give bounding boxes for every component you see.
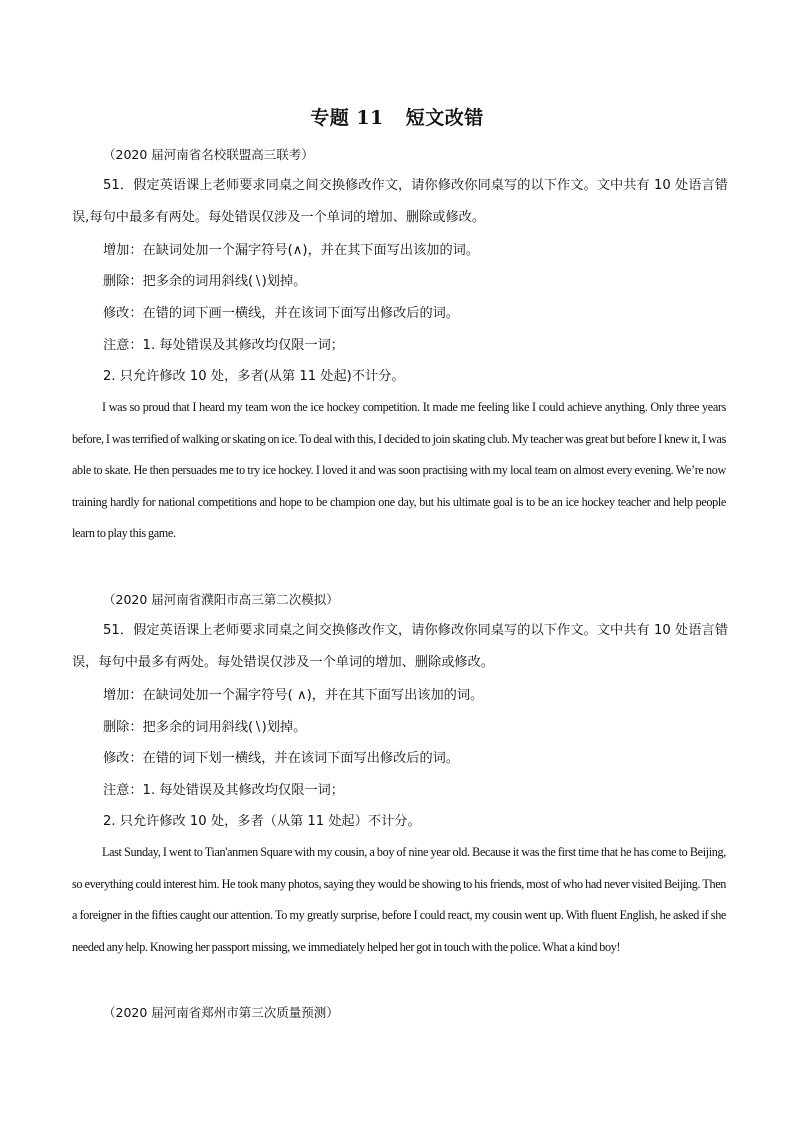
title-main: 专题 11: [310, 107, 384, 129]
title-sub: 短文改错: [405, 107, 484, 129]
essay-passage: Last Sunday, I went to Tian'anmen Square with my cousin, a boy of nine year old. Because it was the first time that he has come to Beijing, so everything could interest him. He took many photos, saying they would be showing to his friends, most of who had never visited Beijing. Then a foreigner in the fifties caught our attention. To my greatly surprise, before I could react, my cousin went up. With fluent English, he asked if she needed any help. Knowing her passport missing, we immediately helped her got in touch with the police. What a kind boy!: [72, 845, 726, 954]
source-label: （2020 届河南省郑州市第三次质量预测）: [103, 1005, 339, 1020]
note-two: 2. 只允许修改 10 处，多者（从第 11 处起）不计分。: [103, 814, 421, 829]
rule-add: 增加：在缺词处加一个漏字符号( ∧)，并在其下面写出该加的词。: [103, 688, 484, 703]
note-two: 2. 只允许修改 10 处，多者(从第 11 处起)不计分。: [103, 369, 405, 384]
instruction-paragraph: 51．假定英语课上老师要求同桌之间交换修改作文，请你修改你同桌写的以下作文。文中共有 10 处语言错误,每句中最多有两处。每处错误仅涉及一个单词的增加、删除或修改。: [72, 178, 728, 225]
rule-add: 增加：在缺词处加一个漏字符号(∧)，并在其下面写出该加的词。: [103, 243, 480, 258]
rule-delete: 删除：把多余的词用斜线(∖)划掉。: [103, 274, 307, 289]
note-one: 注意：1. 每处错误及其修改均仅限一词；: [103, 338, 344, 353]
note-one: 注意：1. 每处错误及其修改均仅限一词；: [103, 783, 344, 798]
essay-passage: I was so proud that I heard my team won the ice hockey competition. It made me feeling like I could achieve anything. Only three years before, I was terrified of walking or skating on ice. To deal with this, I decided to join skating club. My teacher was great but before I knew it, I was able to skate. He then persuades me to try ice hockey. I loved it and was soon practising with my local team on almost every evening. We’re now training hardly for national competitions and hope to be champion one day, but his ultimate goal is to be an ice hockey teacher and help people learn to play this game.: [72, 400, 726, 540]
rule-modify: 修改：在错的词下划一横线，并在该词下面写出修改后的词。: [103, 751, 460, 766]
instruction-paragraph: 51．假定英语课上老师要求同桌之间交换修改作文，请你修改你同桌写的以下作文。文中共有 10 处语言错误，每句中最多有两处。每处错误仅涉及一个单词的增加、删除或修改。: [72, 623, 728, 670]
source-label: （2020 届河南省濮阳市高三第二次模拟）: [103, 592, 339, 607]
rule-modify: 修改：在错的词下画一横线，并在该词下面写出修改后的词。: [103, 306, 460, 321]
page-title: [0, 103, 794, 130]
rule-delete: 删除：把多余的词用斜线(∖)划掉。: [103, 720, 307, 735]
source-label: （2020 届河南省名校联盟高三联考）: [103, 147, 314, 162]
